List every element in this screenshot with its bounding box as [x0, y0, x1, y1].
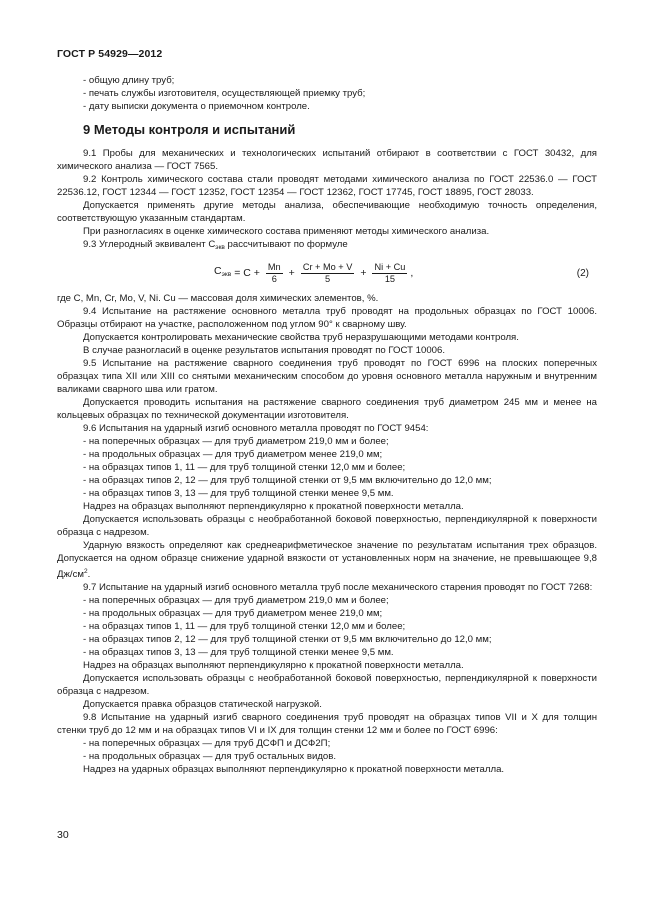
paragraph: Надрез на образцах выполняют перпендикулярно к прокатной поверхности металла. — [83, 660, 464, 671]
list-item: - на поперечных образцах — для труб диаметром 219,0 мм и более; — [83, 436, 389, 447]
paragraph-9-1: 9.1 Пробы для механических и технологических испытаний отбирают в соответствии с ГОСТ 30432, для химического анализа — ГОСТ 7565. — [57, 148, 597, 172]
paragraph-9-7: 9.7 Испытание на ударный изгиб основного металла труб после механического старения проводят по ГОСТ 7268: — [83, 582, 593, 593]
list-item: - на продольных образцах — для труб диаметром менее 219,0 мм; — [83, 449, 383, 460]
paragraph: Допускается использовать образцы с необработанной боковой поверхностью, перпендикулярной к поверхности образца с надрезом. — [57, 514, 597, 538]
list-item: - на поперечных образцах — для труб ДСФП и ДСФ2П; — [83, 738, 331, 749]
list-item: - печать службы изготовителя, осуществляющей приемку труб; — [83, 88, 366, 99]
formula-number: (2) — [576, 268, 589, 279]
document-code-header: ГОСТ Р 54929—2012 — [57, 48, 163, 60]
paragraph-9-4: 9.4 Испытание на растяжение основного металла труб проводят на продольных образцах по ГОСТ 10006. Образцы отбирают на участке, расположенном под углом 90° к сварному шву. — [57, 306, 597, 330]
paragraph: Допускается контролировать механические свойства труб неразрушающими методами контроля. — [83, 332, 519, 343]
aging-test-list — [57, 594, 597, 659]
formula-lhs: $С_{экв}$ — [214, 265, 232, 278]
list-item: - на образцах типов 1, 11 — для труб толщиной стенки 12,0 мм и более; — [83, 621, 406, 632]
paragraph: Надрез на ударных образцах выполняют перпендикулярно к прокатной поверхности металла. — [83, 764, 505, 775]
list-item: - на образцах типов 1, 11 — для труб толщиной стенки 12,0 мм и более; — [83, 462, 406, 473]
list-item: - дату выписки документа о приемочном контроле. — [83, 101, 310, 112]
weld-impact-list — [57, 737, 597, 763]
paragraph: Ударную вязкость определяют как среднеарифметическое значение по результатам испытания трех образцов. Допускается на одном образце снижение ударной вязкости от установленных норм на значение, не превышающее 9,8 $Дж/см^2$. — [57, 540, 597, 580]
paragraph-9-6: 9.6 Испытания на ударный изгиб основного металла проводят по ГОСТ 9454: — [83, 423, 429, 434]
formula-fraction-ni-cu: $\frac{Ni + Cu}{15}$ — [374, 261, 406, 284]
document-body — [57, 74, 597, 776]
paragraph-9-8: 9.8 Испытание на ударный изгиб сварного соединения труб проводят на образцах типов VII и X для толщин стенки труб до 12 мм и на образцах типов VI и IX для толщин стенки 12 мм и более по ГОСТ 6996: — [57, 712, 597, 736]
paragraph: В случае разногласий в оценке результатов испытания проводят по ГОСТ 10006. — [83, 345, 446, 356]
list-item: - на образцах типов 3, 13 — для труб толщиной стенки менее 9,5 мм. — [83, 647, 394, 658]
list-item: - на продольных образцах — для труб остальных видов. — [83, 751, 337, 762]
list-item: - на образцах типов 3, 13 — для труб толщиной стенки менее 9,5 мм. — [83, 488, 394, 499]
paragraph: При разногласиях в оценке химического состава применяют методы химического анализа. — [83, 226, 490, 237]
paragraph: Допускается применять другие методы анализа, обеспечивающие необходимую точность определения, соответствующую указанным стандартам. — [57, 200, 597, 224]
list-item: - на образцах типов 2, 12 — для труб толщиной стенки от 9,5 мм включительно до 12,0 мм; — [83, 475, 492, 486]
intro-list — [57, 74, 597, 113]
list-item: - на продольных образцах — для труб диаметром менее 219,0 мм; — [83, 608, 383, 619]
formula-fraction-mn: $\frac{Mn}{6}$ — [267, 261, 281, 284]
paragraph: Допускается проводить испытания на растяжение сварного соединения труб диаметром 245 мм и менее на кольцевых образцах по технической документации изготовителя. — [57, 397, 597, 421]
page-number: 30 — [57, 829, 69, 841]
paragraph-9-3: 9.3 Углеродный эквивалент $С_{экв}$ рассчитывают по формуле — [83, 239, 348, 251]
paragraph: Допускается правка образцов статической нагрузкой. — [83, 699, 322, 710]
paragraph-9-5: 9.5 Испытание на растяжение сварного соединения труб проводят по ГОСТ 6996 на плоских поперечных образцах типа XII или XIII со снятыми механическим способом до уровня основного металла наружным и внутренним валиками сварного шва или гратом. — [57, 358, 597, 395]
list-item: - на образцах типов 2, 12 — для труб толщиной стенки от 9,5 мм включительно до 12,0 мм; — [83, 634, 492, 645]
list-item: - общую длину труб; — [83, 75, 175, 86]
paragraph: где С, Mn, Cr, Mo, V, Ni. Cu — массовая доля химических элементов, %. — [57, 293, 379, 304]
list-item: - на поперечных образцах — для труб диаметром 219,0 мм и более; — [83, 595, 389, 606]
section-heading: 9 Методы контроля и испытаний — [83, 122, 296, 137]
carbon-equivalent-formula: $С_{экв}$ = С + $\frac{Mn}{6}$ + $\frac{Cr + Mo + V}{5}$ + $\frac{Ni + Cu}{15}$ , (2) — [214, 261, 589, 284]
paragraph-9-2: 9.2 Контроль химического состава стали проводят методами химического анализа по ГОСТ 22536.0 — ГОСТ 22536.12, ГОСТ 12344 — ГОСТ 12352, ГОСТ 12354 — ГОСТ 12362, ГОСТ 17745, ГОСТ 18895, ГОСТ 28033. — [57, 174, 597, 198]
paragraph: Допускается использовать образцы с необработанной боковой поверхностью, перпендикулярной к поверхности образца с надрезом. — [57, 673, 597, 697]
formula-fraction-cr-mo-v: $\frac{Cr + Mo + V}{5}$ — [302, 261, 353, 284]
impact-test-list — [57, 435, 597, 500]
paragraph: Надрез на образцах выполняют перпендикулярно к прокатной поверхности металла. — [83, 501, 464, 512]
formula-eq: = С + — [234, 266, 260, 279]
